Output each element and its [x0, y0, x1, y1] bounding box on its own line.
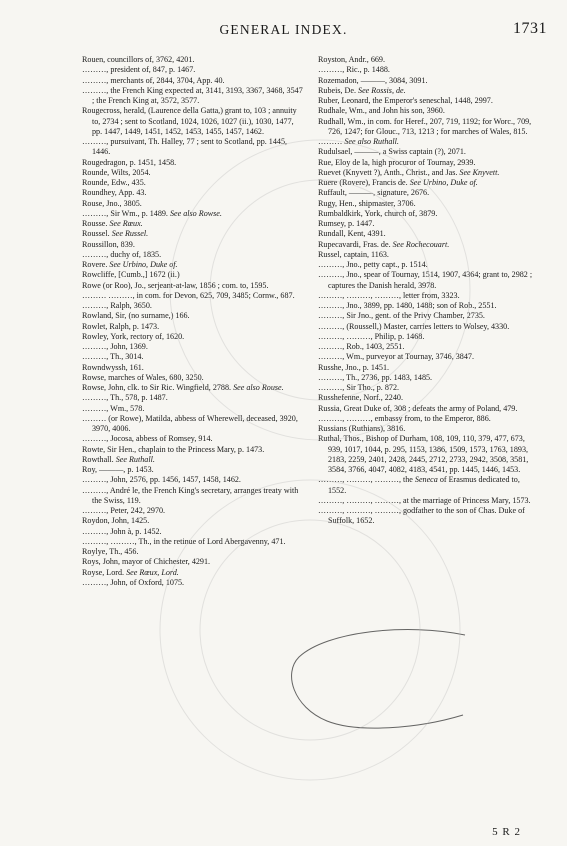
entry-text: ………, Th., 578, p. 1487.: [82, 393, 168, 403]
index-entry: [318, 137, 540, 147]
index-entry: [82, 414, 304, 435]
index-entry: [82, 578, 304, 588]
entry-text: ………, ………, Philip, p. 1468.: [318, 331, 425, 341]
cross-reference: See Ruthall.: [115, 454, 155, 464]
entry-text: ………, the French King expected at, 3141, 3193, 3367, 3468, 3547 ; the French King at, 3572, 3577.: [82, 85, 303, 105]
entry-text: ………, Rob., 1403, 2551.: [318, 342, 405, 351]
index-entry: [318, 291, 540, 301]
entry-text: Rowlet, Ralph, p. 1473.: [82, 321, 160, 331]
entry-text: Roylye, Th., 456.: [82, 547, 139, 556]
index-entry: [82, 311, 304, 321]
index-entry: [82, 404, 304, 414]
index-column-left: [82, 55, 304, 588]
index-entry: [82, 250, 304, 260]
entry-text: Russhe, Jno., p. 1451.: [318, 362, 390, 372]
index-entry: [318, 424, 540, 434]
index-entry: [318, 178, 540, 188]
cross-reference: See Rossis, de.: [358, 85, 406, 95]
entry-text: Rowe (or Roo), Jo., serjeant-at-law, 1856 ; com. to, 1595.: [82, 280, 269, 290]
entry-text: ………, duchy of, 1835.: [82, 249, 162, 259]
entry-text: ………, ………, embassy from, to the Emperor, 886.: [318, 413, 491, 423]
entry-text: ………, Ric., p. 1488.: [318, 65, 390, 75]
entry-text: Rumsey, p. 1447.: [318, 219, 375, 228]
entry-text: Rougedragon, p. 1451, 1458.: [82, 157, 177, 167]
index-entry: [318, 86, 540, 96]
index-entry: [318, 55, 540, 65]
index-entry: [318, 76, 540, 86]
entry-text: Rougecross, herald, (Laurence della Gatta,) grant to, 103 ; annuity to, 2734 ; sent to Scotland, 1024, 1026, 1027 (ii.), 1030, 1477, pp. 1447, 1449, 1451, 1452, 1453, 1455, 1457, 1462.: [82, 106, 297, 136]
index-entry: [82, 516, 304, 526]
index-entry: [82, 322, 304, 332]
page-number: 1731: [513, 20, 547, 37]
entry-text: Royston, Andr., 669.: [318, 55, 386, 64]
index-entry: [82, 557, 304, 567]
entry-text: ……… ………, in com. for Devon, 625, 709, 3485; Cornw., 687.: [82, 290, 295, 300]
entry-text: Ruber, Leonard, the Emperor's seneschal, 1448, 2997.: [318, 96, 493, 105]
index-entry: [318, 332, 540, 342]
index-entry: [318, 363, 540, 373]
entry-text: ………, Peter, 242, 2970.: [82, 506, 166, 515]
index-entry: [82, 547, 304, 557]
signature-mark: 5 R 2: [492, 826, 521, 838]
index-entry: [82, 352, 304, 362]
entry-text: Roussillon, 839.: [82, 239, 135, 249]
index-entry: [318, 301, 540, 311]
entry-text: Ruere (Rovere), Francis de.: [318, 178, 410, 187]
entry-text: ………, Wm., purveyor at Tournay, 3746, 3847.: [318, 352, 474, 362]
index-entry: [82, 229, 304, 239]
entry-text: Russhefenne, Norf., 2240.: [318, 393, 403, 403]
entry-text: Rundall, Kent, 4391.: [318, 229, 386, 239]
index-entry: [318, 147, 540, 157]
entry-text: Rouse, Jno., 3805.: [82, 198, 142, 208]
entry-text: ………, Wm., 578.: [82, 403, 145, 413]
entry-text: Rudhale, Wm., and John his son, 3960.: [318, 106, 445, 116]
index-entry: [318, 96, 540, 106]
entry-text: Rowcliffe, [Cumb.,] 1672 (ii.): [82, 270, 180, 280]
entry-text: ………, Sir Jno., gent. of the Privy Chamber, 2735.: [318, 311, 485, 321]
index-entry: [318, 434, 540, 475]
index-entry: [82, 168, 304, 178]
entry-text: ………, Ralph, 3650.: [82, 301, 152, 310]
entry-text: Roussel.: [82, 229, 112, 239]
index-entry: [318, 311, 540, 321]
cross-reference: See Russel.: [111, 229, 149, 239]
index-entry: [82, 178, 304, 188]
index-entry: [82, 373, 304, 383]
index-entry: [82, 65, 304, 75]
entry-text: ………, Th., 2736, pp. 1483, 1485.: [318, 372, 433, 382]
entry-text: ………, André le, the French King's secretary, arranges treaty with the Swiss, 119.: [82, 485, 299, 505]
index-entry: [82, 55, 304, 65]
index-entry: [318, 506, 540, 527]
index-entry: [82, 393, 304, 403]
entry-text: Rubeis, De.: [318, 85, 359, 95]
entry-text: ………, president of, 847, p. 1467.: [82, 65, 196, 75]
entry-text: ………, (Roussell,) Master, carries letters to Wolsey, 4330.: [318, 321, 510, 331]
index-entry: [318, 188, 540, 198]
pencil-circle-mark: [287, 629, 472, 731]
index-entry: [82, 527, 304, 537]
entry-text: Rounde, Wilts, 2054.: [82, 167, 151, 177]
entry-text: ………, ………, Th., in the retinue of Lord Abergavenny, 471.: [82, 536, 286, 546]
entry-text: ……… (or Rowe), Matilda, abbess of Wherewell, deceased, 3920, 3970, 4006.: [82, 413, 298, 433]
index-entry: [82, 281, 304, 291]
index-entry: [82, 219, 304, 229]
entry-text: ………, Th., 3014.: [82, 352, 144, 362]
entry-text: Rue, Eloy de la, high procuror of Tournay, 2939.: [318, 157, 476, 167]
entry-text: Russel, captain, 1163.: [318, 249, 389, 259]
index-entry: [318, 117, 540, 138]
entry-text: Rumbaldkirk, York, church of, 3879.: [318, 208, 438, 218]
index-entry: [318, 229, 540, 239]
entry-text-continued: of Erasmus dedicated to, 1552.: [328, 475, 520, 495]
index-column-right: [318, 55, 540, 527]
entry-text: Rupecavardi, Fras. de.: [318, 239, 393, 249]
cross-reference: See Rœux.: [109, 219, 143, 228]
index-entry: [318, 322, 540, 332]
entry-text: ………, Jno., 3899, pp. 1480, 1488; son of Rob., 2551.: [318, 301, 497, 310]
entry-text: Ruffault, ———, signature, 2676.: [318, 188, 430, 198]
index-entry: [82, 199, 304, 209]
entry-text: ………, ………, ………, the: [318, 475, 415, 485]
running-title: GENERAL INDEX.: [219, 22, 348, 37]
index-entry: [318, 393, 540, 403]
entry-text: ………, ………, ………, letter from, 3323.: [318, 290, 460, 300]
entry-text: Roy, ———, p. 1453.: [82, 465, 154, 474]
entry-text: Rowse, John, clk. to Sir Ric. Wingfield, 2788.: [82, 383, 234, 392]
index-entry: [82, 568, 304, 578]
entry-text: Roundhey, App. 43.: [82, 188, 147, 198]
cross-reference: See also Ruthall.: [344, 137, 399, 146]
index-entry: [318, 199, 540, 209]
index-entry: [82, 363, 304, 373]
index-entry: [82, 465, 304, 475]
index-entry: [82, 270, 304, 280]
index-entry: [318, 383, 540, 393]
entry-text: Russia, Great Duke of, 308 ; defeats the army of Poland, 479.: [318, 403, 518, 413]
index-entry: [318, 65, 540, 75]
entry-text: ………, Jno., petty capt., p. 1514.: [318, 260, 428, 269]
index-entry: [82, 76, 304, 86]
entry-text: Rounde, Edw., 435.: [82, 178, 146, 187]
cross-reference: See Rœux, Lord.: [126, 567, 179, 577]
entry-text: ………, Sir Tho., p. 872.: [318, 383, 400, 392]
index-entry: [82, 537, 304, 547]
entry-text: ………, merchants of, 2844, 3704, App. 40.: [82, 75, 225, 85]
index-entry: [82, 332, 304, 342]
entry-text: Royse, Lord.: [82, 567, 127, 577]
index-entry: [82, 342, 304, 352]
entry-text: Ruthal, Thos., Bishop of Durham, 108, 109, 110, 379, 477, 673, 939, 1017, 1044, p. 295, 1153, 1386, 1509, 1573, 1763, 1893, 2183, 2259, 2401, 2428, 2445, 2712, 2733, 2942, 3508, 3581, 3584, 3766, 4047, 4082, 4183, 4541, pp. 1445, 1446, 1453.: [318, 434, 529, 474]
index-entry: [318, 260, 540, 270]
index-entry: [82, 137, 304, 158]
index-entry: [82, 86, 304, 107]
index-entry: [318, 496, 540, 506]
entry-text: Rowte, Sir Hen., chaplain to the Princess Mary, p. 1473.: [82, 444, 265, 454]
index-entry: [318, 219, 540, 229]
cross-reference: See also Rowse.: [169, 208, 222, 218]
cross-reference: See Rochecouart.: [392, 239, 450, 249]
index-entry: [82, 188, 304, 198]
entry-text: ………, John à, p. 1452.: [82, 526, 162, 536]
page-header: [0, 22, 567, 42]
index-entry: [82, 291, 304, 301]
entry-text: ………, ………, ………, godfather to the son of Chas. Duke of Suffolk, 1652.: [318, 506, 525, 526]
entry-text: ………, Jno., spear of Tournay, 1514, 1907, 4364; grant to, 2982 ; captures the Danish herald, 3978.: [318, 270, 533, 290]
entry-text: ………, John, 1369.: [82, 342, 148, 351]
entry-text: Rudulsael, ———, a Swiss captain (?), 2071.: [318, 147, 466, 157]
entry-text: Rozemadon, ———, 3084, 3091.: [318, 75, 428, 85]
index-entry: [82, 301, 304, 311]
index-entry: [318, 342, 540, 352]
cross-reference: See Urbino, Duke of.: [409, 178, 478, 187]
entry-text: Rowley, York, rectory of, 1620.: [82, 331, 185, 341]
entry-text: Ruevet (Knyvett ?), Anth., Christ., and Jas.: [318, 167, 460, 177]
index-entry: [318, 475, 540, 496]
entry-text: Roys, John, mayor of Chichester, 4291.: [82, 557, 211, 567]
index-entry: [318, 250, 540, 260]
entry-text: ………, pursuivant, Th. Halley, 77 ; sent to Scotland, pp. 1445, 1446.: [82, 137, 288, 157]
cross-reference: Seneca: [414, 475, 438, 485]
index-entry: [318, 404, 540, 414]
entry-text: Rovere.: [82, 260, 110, 269]
cross-reference: See Urbino, Duke of.: [109, 260, 178, 269]
entry-text: ………, John, of Oxford, 1075.: [82, 577, 185, 587]
entry-text: Rowse, marches of Wales, 680, 3250.: [82, 372, 204, 382]
index-entry: [82, 240, 304, 250]
index-entry: [82, 434, 304, 444]
index-entry: [82, 383, 304, 393]
index-entry: [318, 352, 540, 362]
index-entry: [82, 209, 304, 219]
index-entry: [82, 260, 304, 270]
entry-text: ………: [318, 137, 345, 146]
entry-text: Rugy, Hen., shipmaster, 3706.: [318, 198, 416, 208]
index-entry: [82, 475, 304, 485]
entry-text: Rudhall, Wm., in com. for Heref., 207, 719, 1192; for Worc., 709, 726, 1247; for Glouc., 713, 1213 ; for marches of Wales, 815.: [318, 116, 532, 136]
index-entry: [318, 209, 540, 219]
entry-text: ………, Jocosa, abbess of Romsey, 914.: [82, 434, 213, 444]
index-entry: [318, 240, 540, 250]
index-entry: [318, 373, 540, 383]
entry-text: Rowndwyssh, 161.: [82, 362, 144, 372]
index-entry: [82, 158, 304, 168]
index-entry: [318, 270, 540, 291]
entry-text: Russians (Ruthians), 3816.: [318, 424, 406, 433]
entry-text: Rouen, councillors of, 3762, 4201.: [82, 55, 195, 64]
index-entry: [318, 106, 540, 116]
entry-text: Rowland, Sir, (no surname,) 166.: [82, 311, 190, 321]
cross-reference: See also Rouse.: [233, 383, 284, 392]
entry-text: Roydon, John, 1425.: [82, 516, 150, 526]
cross-reference: See Knyvett.: [459, 167, 500, 177]
index-entry: [82, 455, 304, 465]
index-entry: [82, 506, 304, 516]
index-entry: [318, 414, 540, 424]
index-entry: [82, 106, 304, 137]
index-entry: [82, 445, 304, 455]
index-entry: [318, 168, 540, 178]
index-entry: [82, 486, 304, 507]
entry-text: ………, John, 2576, pp. 1456, 1457, 1458, 1462.: [82, 475, 241, 485]
entry-text: ………, ………, ………, at the marriage of Princess Mary, 1573.: [318, 495, 531, 505]
entry-text: Rowthall.: [82, 454, 116, 464]
entry-text: ………, Sir Wm., p. 1489.: [82, 208, 170, 218]
index-entry: [318, 158, 540, 168]
entry-text: Rousse.: [82, 219, 110, 228]
